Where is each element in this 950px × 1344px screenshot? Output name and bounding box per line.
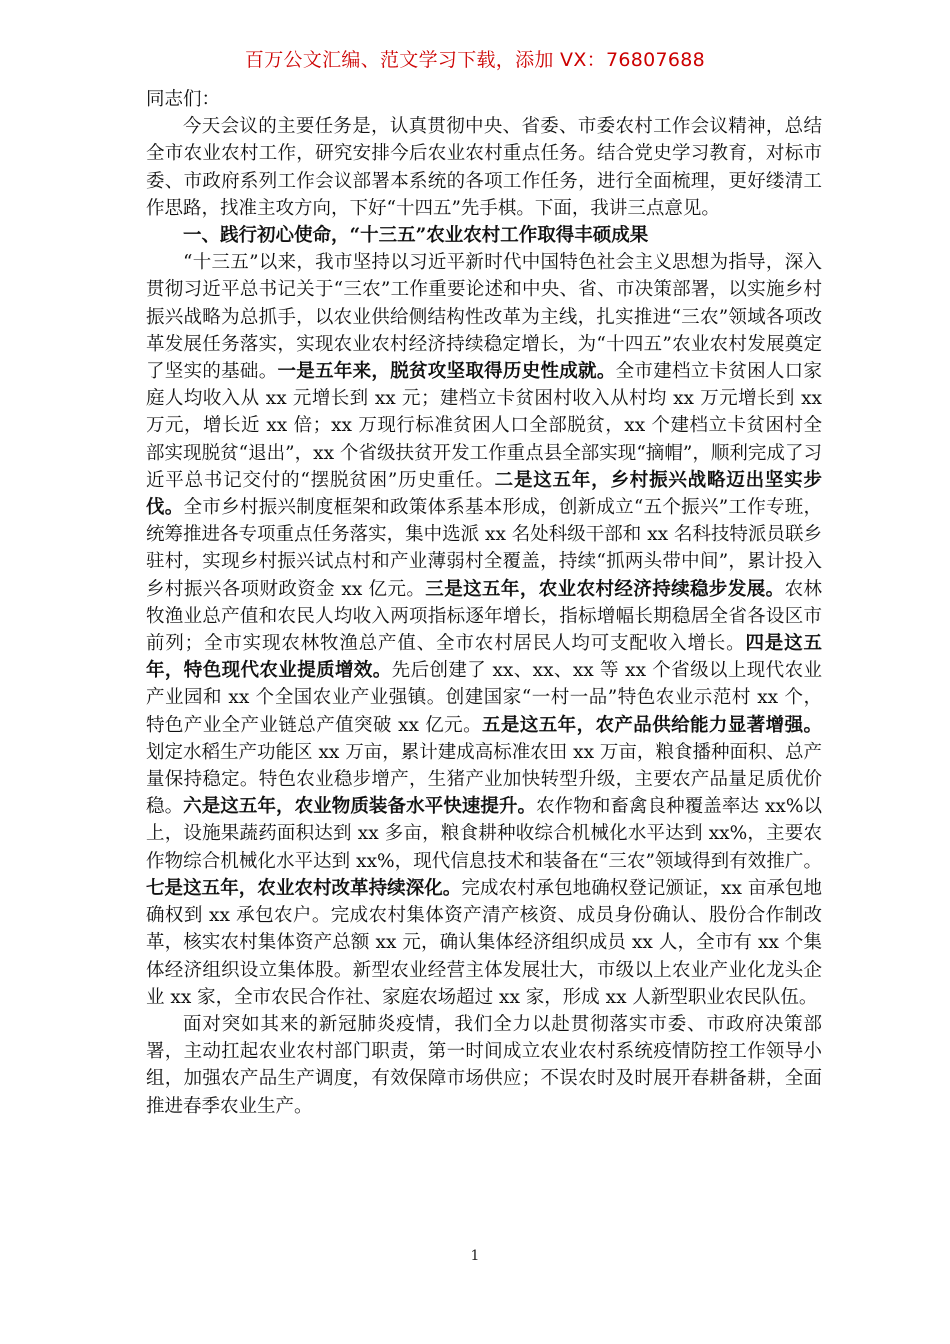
point-2-title: 二是这五年，乡村振兴战略迈出坚实步伐。 [146, 469, 822, 519]
point-4-title: 四是这五年，特色现代农业提质增效。 [146, 633, 822, 682]
point-3-title: 三是这五年，农业农村经济持续稳步发展。 [425, 578, 785, 600]
promo-banner: 百万公文汇编、范文学习下载，添加 VX：76807688 [244, 49, 706, 71]
point-2-text: 全市乡村振兴制度框架和政策体系基本形成，创新成立“五个振兴”工作专班，统筹推进各专项重点任务落实，集中选派 xx 名处科级干部和 xx 名科技特派员联乡驻村，实现乡村振兴试点村和产业薄弱村全覆盖，持续“抓两头带中间”，累计投入乡村振兴各项财政资金 xx 亿元。 [146, 497, 822, 600]
section-1-paragraph-2: 面对突如其来的新冠肺炎疫情，我们全力以赴贯彻落实市委、市政府决策部署，主动扛起农业农村部门职责，第一时间成立农业农村系统疫情防控工作领导小组，加强农产品生产调度，有效保障市场供应；不误农时及时展开春耕备耕，全面推进春季农业生产。 [146, 1013, 822, 1117]
point-6-title: 六是这五年，农业物质装备水平快速提升。 [183, 796, 537, 818]
intro-paragraph: 今天会议的主要任务是，认真贯彻中央、省委、市委农村工作会议精神，总结全市农业农村工作，研究安排今后农业农村重点任务。结合党史学习教育，对标市委、市政府系列工作会议部署本系统的各项工作任务，进行全面梳理，更好缕清工作思路，找准主攻方向，下好“十四五”先手棋。下面，我讲三点意见。 [146, 116, 822, 219]
section-1-heading: 一、践行初心使命，“十三五”农业农村工作取得丰硕成果 [183, 225, 649, 247]
point-1-title: 一是五年来，脱贫攻坚取得历史性成就。 [277, 361, 616, 383]
document-body [146, 86, 822, 1120]
point-3-text: 农林牧渔业总产值和农民人均收入两项指标逐年增长，指标增幅长期稳居全省各设区市前列；全市实现农林牧渔总产值、全市农村居民人均可支配收入增长。 [146, 578, 822, 655]
point-7-text: 完成农村承包地确权登记颁证，xx 亩承包地确权到 xx 承包农户。完成农村集体资产清产核资、成员身份确认、股份合作制改革，核实农村集体资产总额 xx 元，确认集体经济组织成员 xx 人，全市有 xx 个集体经济组织设立集体股。新型农业经营主体发展壮大，市级以上农业产业化龙头企业 xx 家，全市农民合作社、家庭农场超过 xx 家，形成 xx 人新型职业农民队伍。 [146, 877, 823, 1008]
point-7-title: 七是这五年，农业农村改革持续深化。 [146, 877, 462, 899]
point-6-text: 农作物和畜禽良种覆盖率达 xx%以上，设施果蔬药面积达到 xx 多亩，粮食耕种收综合机械化水平达到 xx%，主要农作物综合机械化水平达到 xx%，现代信息技术和装备在“三农”领域得到有效推广。 [146, 796, 822, 872]
point-5-text: 划定水稻生产功能区 xx 万亩，累计建成高标准农田 xx 万亩，粮食播种面积、总产量保持稳定。特色农业稳步增产，生猪产业加快转型升级，主要农产品量足质优价稳。 [146, 741, 822, 818]
salutation: 同志们： [146, 89, 221, 110]
section-1-paragraph-1 [146, 249, 822, 1011]
point-1-text: 全市建档立卡贫困人口家庭人均收入从 xx 元增长到 xx 元；建档立卡贫困村收入从村均 xx 万元增长到 xx 万元，增长近 xx 倍；xx 万现行标准贫困人口全部脱贫，xx 个建档立卡贫困村全部实现脱贫“退出”，xx 个省级扶贫开发工作重点县全部实现“摘帽”，顺利完成了习近平总书记交付的“摆脱贫困”历史重任。 [146, 361, 822, 491]
paragraph-lead: “十三五”以来，我市坚持以习近平新时代中国特色社会主义思想为指导，深入贯彻习近平总书记关于“三农”工作重要论述和中央、省、市决策部署，以实施乡村振兴战略为总抓手，以农业供给侧结构性改革为主线，扎实推进“三农”领域各项改革发展任务落实，实现农业农村经济持续稳定增长，为“十四五”农业农村发展奠定了坚实的基础。 [146, 252, 822, 383]
point-4-text: 先后创建了 xx、xx、xx 等 xx 个省级以上现代农业产业园和 xx 个全国农业产业强镇。创建国家“一村一品”特色农业示范村 xx 个，特色产业全产业链总产值突破 xx 亿元。 [146, 660, 822, 736]
page-number: 1 [470, 1248, 480, 1264]
point-5-title: 五是这五年，农产品供给能力显著增强。 [482, 714, 822, 736]
